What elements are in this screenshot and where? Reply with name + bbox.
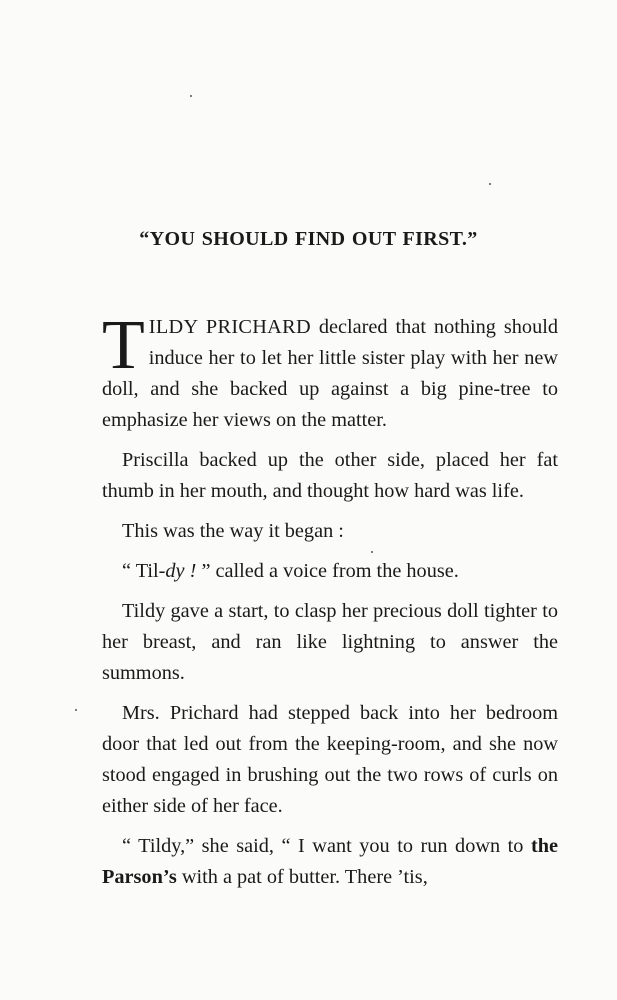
parson-name: the Parson’s [102, 835, 558, 888]
print-speck [489, 183, 491, 185]
print-speck [190, 95, 192, 97]
quote-italic: dy ! [165, 560, 197, 582]
paragraph-7-close: with a pat of butter. There ’tis, [176, 866, 428, 888]
paragraph-4 [102, 556, 558, 587]
quote-open: “ Til- [122, 560, 166, 582]
quote-close: ” called a voice from the house. [196, 560, 459, 582]
character-name: ILDY PRICHARD [148, 316, 311, 338]
drop-cap: T [102, 307, 145, 384]
paragraph-7-open: “ Tildy,” she said, “ I want you to run down to [122, 835, 531, 857]
body-text [102, 307, 558, 902]
paragraph-5: Tildy gave a start, to clasp her precious doll tighter to her breast, and ran like lightning to answer the summons. [102, 600, 558, 684]
paragraph-2: Priscilla backed up the other side, placed her fat thumb in her mouth, and thought how hard was life. [102, 449, 558, 502]
print-speck [75, 709, 77, 711]
paragraph-1 [102, 307, 558, 436]
paragraph-7 [102, 831, 558, 893]
paragraph-3: This was the way it began : [122, 520, 344, 542]
paragraph-1-text: declared that nothing should induce her to let her little sister play with her new doll, and she backed up against a big pine-tree to emphasize her views on the matter. [102, 316, 558, 431]
chapter-title: “YOU SHOULD FIND OUT FIRST.” [139, 228, 478, 250]
paragraph-6: Mrs. Prichard had stepped back into her bedroom door that led out from the keeping-room, and she now stood engaged in brushing out the two rows of curls on either side of her face. [102, 702, 558, 817]
